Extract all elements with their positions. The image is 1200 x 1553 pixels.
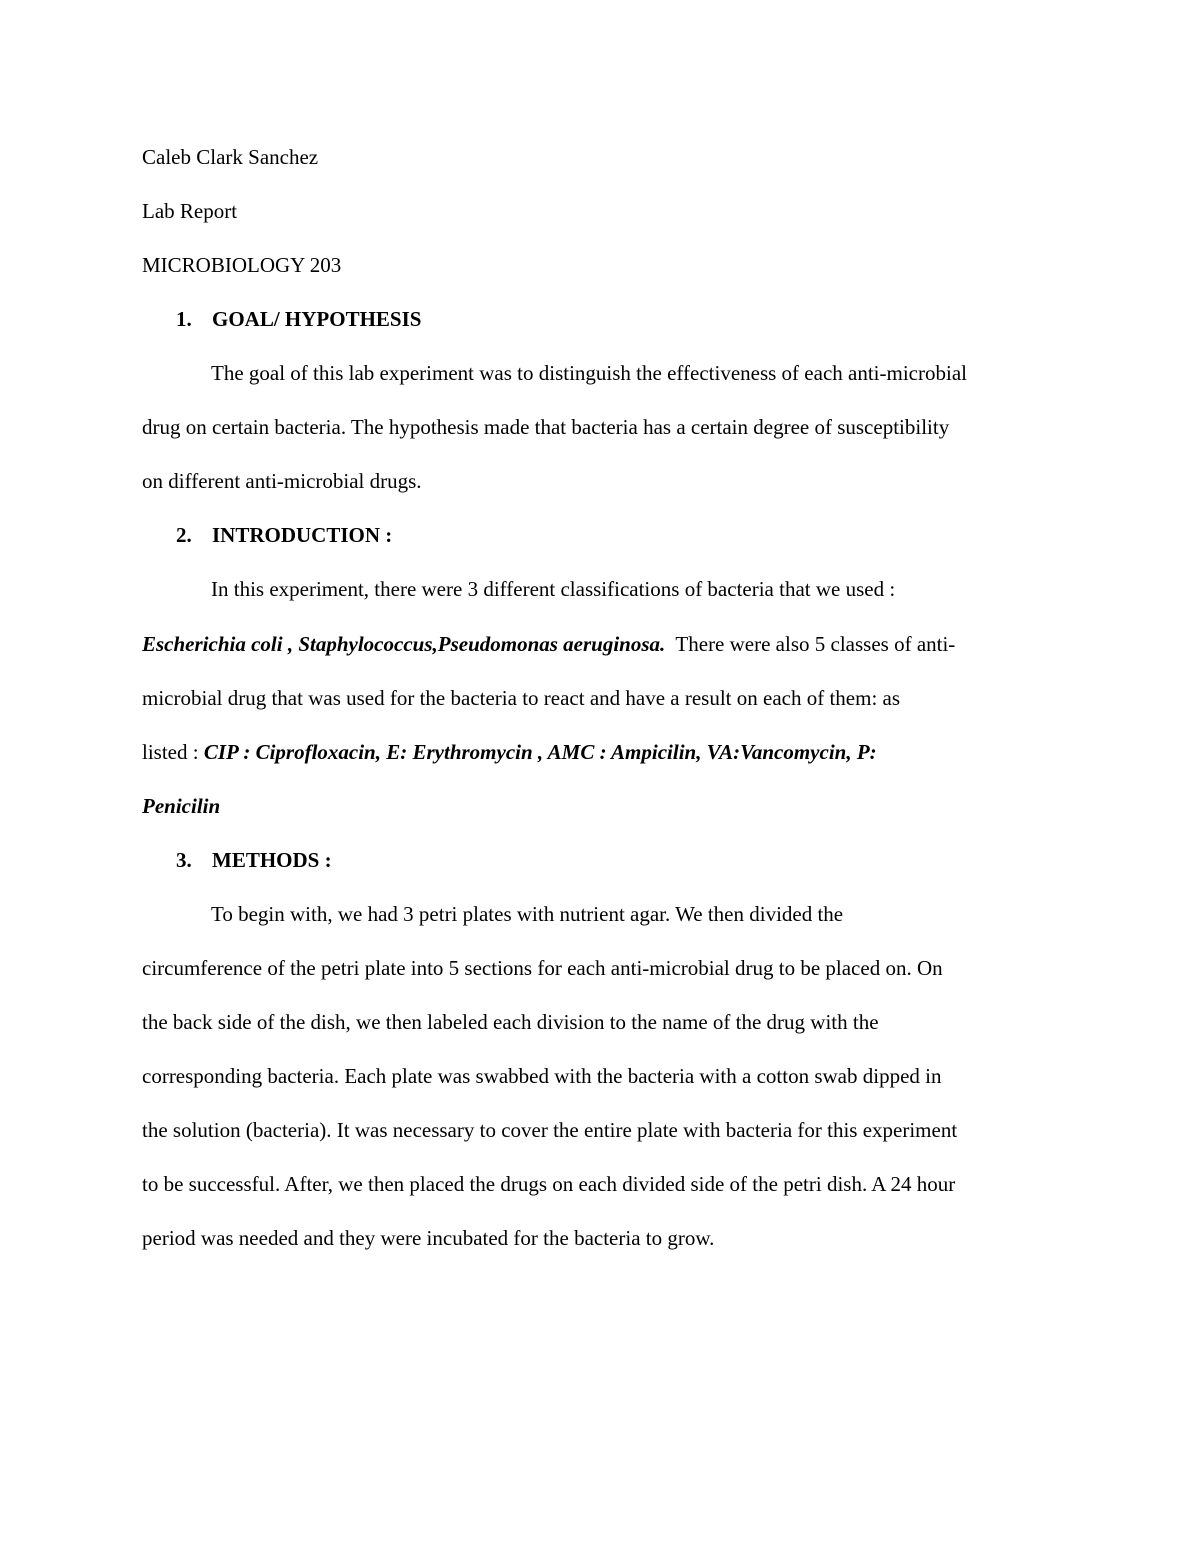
section-title: GOAL/ HYPOTHESIS: [212, 307, 422, 331]
section-heading-goal: [176, 305, 421, 333]
paragraph-line: to be successful. After, we then placed the drugs on each divided side of the petri dish. A 24 hour: [142, 1172, 956, 1196]
paragraph-line: the back side of the dish, we then labeled each division to the name of the drug with the: [142, 1010, 879, 1034]
section-heading-methods: [176, 846, 332, 874]
section-number: 1.: [176, 307, 192, 331]
paragraph-line: circumference of the petri plate into 5 sections for each anti-microbial drug to be placed on. On: [142, 956, 943, 980]
paragraph-line: the solution (bacteria). It was necessary to cover the entire plate with bacteria for this experiment: [142, 1118, 958, 1142]
bacteria-names: Escherichia coli , Staphylococcus,Pseudomonas aeruginosa.: [142, 632, 666, 656]
section-heading-introduction: [176, 521, 392, 549]
paragraph-line: on different anti-microbial drugs.: [142, 469, 422, 493]
drug-list: CIP : Ciprofloxacin, E: Erythromycin , AMC : Ampicilin, VA:Vancomycin, P:: [203, 740, 877, 764]
section-title: INTRODUCTION :: [212, 523, 393, 547]
paragraph-line: [142, 792, 220, 820]
section-title: METHODS :: [212, 848, 332, 872]
section-number: 2.: [176, 523, 192, 547]
paragraph-text: listed :: [142, 740, 204, 764]
document-type: Lab Report: [142, 199, 238, 223]
paragraph-line: period was needed and they were incubated for the bacteria to grow.: [142, 1226, 715, 1250]
paragraph-line: [142, 630, 955, 658]
author-name: Caleb Clark Sanchez: [142, 145, 319, 169]
paragraph-line: The goal of this lab experiment was to distinguish the effectiveness of each anti-microbial: [211, 361, 967, 385]
paragraph-line: microbial drug that was used for the bacteria to react and have a result on each of them: as: [142, 686, 901, 710]
paragraph-line: In this experiment, there were 3 different classifications of bacteria that we used :: [211, 577, 896, 601]
drug-list: Penicilin: [142, 794, 221, 818]
course-name: MICROBIOLOGY 203: [142, 253, 342, 277]
paragraph-text: There were also 5 classes of anti-: [665, 632, 956, 656]
paragraph-line: To begin with, we had 3 petri plates with nutrient agar. We then divided the: [211, 902, 844, 926]
paragraph-line: corresponding bacteria. Each plate was swabbed with the bacteria with a cotton swab dipped in: [142, 1064, 942, 1088]
section-number: 3.: [176, 848, 192, 872]
paragraph-line: drug on certain bacteria. The hypothesis made that bacteria has a certain degree of susceptibility: [142, 415, 950, 439]
paragraph-line: [142, 738, 877, 766]
